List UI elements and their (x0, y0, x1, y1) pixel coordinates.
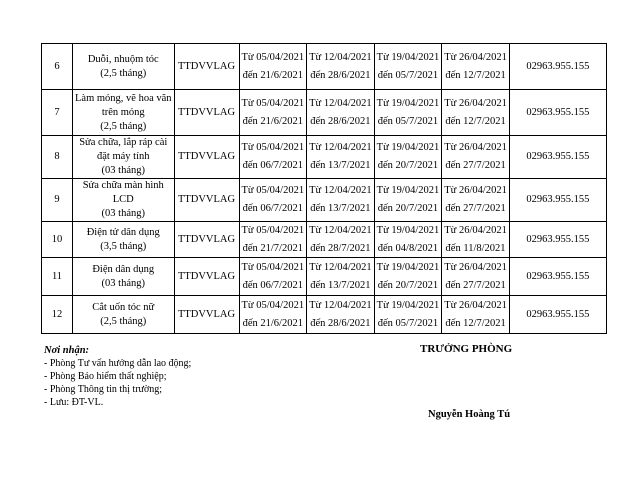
course-name-line: (2,5 tháng) (100, 67, 147, 79)
course-name-line: (2,5 tháng) (100, 315, 147, 327)
course-name-cell (73, 296, 175, 334)
end-date: đến 06/7/2021 (242, 279, 303, 291)
course-name-line: đặt máy tính (97, 151, 150, 162)
organizer-cell: TTDVVLAG (174, 179, 239, 222)
recipient-item: - Phòng Tư vấn hướng dẫn lao động; (44, 358, 192, 369)
end-date: đến 27/7/2021 (445, 203, 506, 214)
end-date: đến 12/7/2021 (445, 115, 506, 127)
signer-title: TRƯỞNG PHÒNG (420, 343, 513, 355)
end-date: đến 06/7/2021 (242, 203, 303, 214)
session-dates-cell (239, 179, 307, 222)
signer-name: Nguyễn Hoàng Tú (428, 409, 511, 420)
course-name-cell (73, 44, 175, 90)
session-dates-cell (307, 179, 375, 222)
course-name-line: Điện tử dân dụng (86, 226, 160, 238)
course-name-cell (73, 258, 175, 296)
row-number: 7 (42, 90, 73, 136)
start-date: Từ 12/04/2021 (309, 185, 372, 196)
start-date: Từ 19/04/2021 (376, 261, 440, 273)
course-name-cell (73, 90, 175, 136)
start-date: Từ 05/04/2021 (241, 299, 305, 311)
row-number: 6 (42, 44, 73, 90)
end-date: đến 20/7/2021 (377, 279, 439, 291)
session-dates-cell (239, 90, 307, 136)
start-date: Từ 26/04/2021 (444, 97, 507, 109)
table-body (42, 44, 607, 334)
session-dates-cell (442, 222, 510, 258)
course-name-line: LCD (112, 194, 134, 205)
start-date: Từ 19/04/2021 (376, 142, 440, 153)
start-date: Từ 05/04/2021 (241, 51, 305, 63)
end-date: đến 20/7/2021 (377, 203, 439, 214)
session-dates-cell (374, 136, 442, 179)
end-date: đến 21/6/2021 (242, 317, 303, 329)
course-schedule-table (41, 43, 607, 334)
course-name-line: Điện dân dụng (92, 263, 155, 275)
start-date: Từ 05/04/2021 (241, 97, 305, 109)
end-date: đến 05/7/2021 (377, 317, 439, 329)
organizer-cell: TTDVVLAG (174, 44, 239, 90)
end-date: đến 04/8/2021 (377, 242, 439, 254)
organizer-cell: TTDVVLAG (174, 258, 239, 296)
end-date: đến 28/7/2021 (310, 242, 371, 254)
session-dates-cell (374, 44, 442, 90)
session-dates-cell (374, 296, 442, 334)
course-name-cell (73, 136, 175, 179)
start-date: Từ 26/04/2021 (444, 224, 507, 236)
recipients-block (44, 344, 191, 409)
start-date: Từ 19/04/2021 (376, 299, 440, 311)
table-row (42, 136, 607, 179)
session-dates-cell (239, 222, 307, 258)
end-date: đến 21/7/2021 (242, 242, 303, 254)
recipient-item: - Phòng Thông tin thị trường; (44, 384, 163, 395)
organizer-cell: TTDVVLAG (174, 222, 239, 258)
row-number: 8 (42, 136, 73, 179)
session-dates-cell (307, 44, 375, 90)
course-name-line: (3,5 tháng) (100, 240, 147, 252)
session-dates-cell (239, 296, 307, 334)
end-date: đến 28/6/2021 (310, 69, 371, 81)
start-date: Từ 26/04/2021 (444, 185, 507, 196)
recipient-item: - Lưu: ĐT-VL. (44, 397, 104, 408)
table-row (42, 179, 607, 222)
course-name-cell (73, 179, 175, 222)
session-dates-cell (307, 136, 375, 179)
start-date: Từ 19/04/2021 (376, 185, 440, 196)
contact-phone-cell: 02963.955.155 (509, 258, 606, 296)
start-date: Từ 12/04/2021 (309, 142, 372, 153)
start-date: Từ 19/04/2021 (376, 51, 440, 63)
session-dates-cell (442, 258, 510, 296)
start-date: Từ 05/04/2021 (241, 142, 305, 153)
recipient-item: - Phòng Bảo hiểm thất nghiệp; (44, 371, 167, 382)
session-dates-cell (374, 222, 442, 258)
session-dates-cell (374, 90, 442, 136)
session-dates-cell (307, 90, 375, 136)
end-date: đến 13/7/2021 (310, 203, 371, 214)
start-date: Từ 19/04/2021 (376, 224, 440, 236)
session-dates-cell (442, 179, 510, 222)
session-dates-cell (442, 90, 510, 136)
end-date: đến 21/6/2021 (242, 115, 303, 127)
end-date: đến 13/7/2021 (310, 279, 371, 291)
row-number: 11 (42, 258, 73, 296)
course-name-line: Sửa chữa, lắp ráp cài (79, 137, 168, 148)
start-date: Từ 12/04/2021 (309, 224, 372, 236)
start-date: Từ 05/04/2021 (241, 261, 305, 273)
course-name-cell (73, 222, 175, 258)
end-date: đến 05/7/2021 (377, 69, 439, 81)
course-name-line: Duỗi, nhuộm tóc (87, 53, 159, 65)
contact-phone-cell: 02963.955.155 (509, 136, 606, 179)
session-dates-cell (307, 258, 375, 296)
course-name-line: trên móng (101, 106, 145, 118)
organizer-cell: TTDVVLAG (174, 136, 239, 179)
course-name-line: (03 tháng) (101, 208, 145, 219)
end-date: đến 27/7/2021 (445, 160, 506, 171)
end-date: đến 27/7/2021 (445, 279, 506, 291)
start-date: Từ 12/04/2021 (309, 299, 372, 311)
course-name-line: Sửa chữa màn hình (82, 180, 164, 191)
table-row (42, 258, 607, 296)
session-dates-cell (239, 258, 307, 296)
start-date: Từ 26/04/2021 (444, 142, 507, 153)
contact-phone-cell: 02963.955.155 (509, 222, 606, 258)
start-date: Từ 26/04/2021 (444, 51, 507, 63)
end-date: đến 05/7/2021 (377, 115, 439, 127)
start-date: Từ 12/04/2021 (309, 51, 372, 63)
start-date: Từ 12/04/2021 (309, 261, 372, 273)
row-number: 12 (42, 296, 73, 334)
contact-phone-cell: 02963.955.155 (509, 90, 606, 136)
session-dates-cell (442, 136, 510, 179)
session-dates-cell (442, 296, 510, 334)
recipients-title: Nơi nhận: (44, 345, 90, 356)
table-row (42, 222, 607, 258)
row-number: 9 (42, 179, 73, 222)
start-date: Từ 26/04/2021 (444, 261, 507, 273)
course-name-line: (03 tháng) (101, 277, 145, 289)
end-date: đến 28/6/2021 (310, 317, 371, 329)
start-date: Từ 05/04/2021 (241, 224, 305, 236)
start-date: Từ 26/04/2021 (444, 299, 507, 311)
end-date: đến 06/7/2021 (242, 160, 303, 171)
end-date: đến 28/6/2021 (310, 115, 371, 127)
start-date: Từ 05/04/2021 (241, 185, 305, 196)
table-row (42, 90, 607, 136)
session-dates-cell (307, 222, 375, 258)
course-name-line: Cắt uốn tóc nữ (92, 301, 155, 313)
start-date: Từ 12/04/2021 (309, 97, 372, 109)
session-dates-cell (374, 179, 442, 222)
session-dates-cell (239, 136, 307, 179)
contact-phone-cell: 02963.955.155 (509, 296, 606, 334)
session-dates-cell (442, 44, 510, 90)
contact-phone-cell: 02963.955.155 (509, 44, 606, 90)
course-name-line: (2,5 tháng) (100, 120, 147, 132)
session-dates-cell (374, 258, 442, 296)
table-row (42, 44, 607, 90)
organizer-cell: TTDVVLAG (174, 296, 239, 334)
end-date: đến 12/7/2021 (445, 317, 506, 329)
end-date: đến 11/8/2021 (445, 242, 506, 254)
table-row (42, 296, 607, 334)
end-date: đến 13/7/2021 (310, 160, 371, 171)
contact-phone-cell: 02963.955.155 (509, 179, 606, 222)
end-date: đến 20/7/2021 (377, 160, 439, 171)
course-name-line: Làm móng, vẽ hoa văn (75, 92, 172, 104)
organizer-cell: TTDVVLAG (174, 90, 239, 136)
end-date: đến 12/7/2021 (445, 69, 506, 81)
start-date: Từ 19/04/2021 (376, 97, 440, 109)
row-number: 10 (42, 222, 73, 258)
session-dates-cell (307, 296, 375, 334)
session-dates-cell (239, 44, 307, 90)
end-date: đến 21/6/2021 (242, 69, 303, 81)
course-name-line: (03 tháng) (101, 165, 145, 176)
